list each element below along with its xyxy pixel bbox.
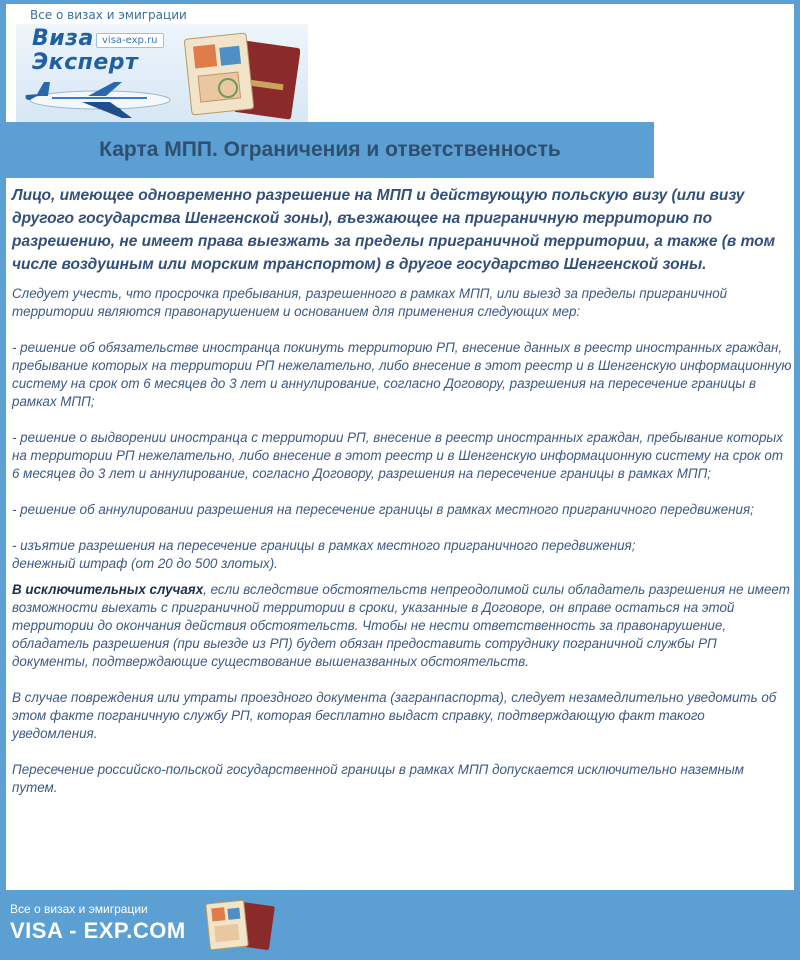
- footer-site-link[interactable]: VISA - EXP.COM: [10, 918, 186, 943]
- measure-item: - решение об аннулировании разрешения на пересечение границы в рамках местного приграничного передвижения;: [12, 502, 754, 517]
- lead-paragraph: Лицо, имеющее одновременно разрешение на МПП и действующую польскую визу (или визу другого государства Шенгенской зоны), въезжающее на приграничную территорию по разрешению, не имеет права выезжать за пределы приграничной территории, а также (в том числе воздушным или морским транспортом) в другое государство Шенгенской зоны.: [12, 187, 776, 273]
- page: [6, 4, 794, 890]
- site-header: [6, 4, 794, 122]
- intro-paragraph: Следует учесть, что просрочка пребывания, разрешенного в рамках МПП, или выезд за пределы приграничной территории являются правонарушением и основанием для применения следующих мер:: [12, 286, 728, 319]
- measure-item: - решение о выдворении иностранца с территории РП, внесение в реестр иностранных граждан, пребывание которых на территории РП нежелательно, либо внесение в этот реестр и в Шенгенскую информационную систему на срок от 6 месяцев до 3 лет и аннулирование, согласно Договору, разрешения на пересечение границы в рамках МПП;: [12, 430, 783, 481]
- site-logo[interactable]: [16, 24, 308, 122]
- header-tagline: Все о визах и эмиграции: [30, 8, 187, 22]
- crossing-paragraph: Пересечение российско-польской государственной границы в рамках МПП допускается исключительно наземным путем.: [12, 762, 744, 795]
- measure-item: - изъятие разрешения на пересечение границы в рамках местного приграничного передвижения;: [12, 538, 636, 553]
- site-footer: [0, 890, 800, 960]
- page-title: Карта МПП. Ограничения и ответственность: [99, 138, 561, 161]
- passport-icon: [204, 898, 276, 952]
- article-body: [12, 285, 792, 797]
- title-bar: [6, 122, 654, 178]
- measure-item: денежный штраф (от 20 до 500 злотых).: [12, 556, 278, 571]
- exceptional-lead: В исключительных случаях: [12, 582, 204, 597]
- logo-text-line1: Виза: [32, 26, 94, 51]
- damage-paragraph: В случае повреждения или утраты проездного документа (загранпаспорта), следует незамедлительно уведомить об этом факте пограничную службу РП, которая бесплатно выдаст справку, подтверждающую факт такого уведомления.: [12, 690, 777, 741]
- exceptional-paragraph: [12, 581, 792, 671]
- footer-tagline: Все о визах и эмиграции: [10, 902, 148, 916]
- exceptional-text: , если вследствие обстоятельств непреодолимой силы обладатель разрешения не имеет возможности выехать с приграничной территории в сроки, указанные в Договоре, он вправе остаться на этой территории до окончания действия обстоятельств. Чтобы не нести ответственность за правонарушение, обладатель разрешения (при выезде из РП) будет обязан предоставить сотруднику пограничной службы РП документы, подтверждающие существование вышеназванных обстоятельств.: [12, 582, 790, 669]
- logo-text-line2: Эксперт: [32, 50, 139, 75]
- airplane-icon: [22, 76, 182, 120]
- measure-item: - решение об обязательстве иностранца покинуть территорию РП, внесение данных в реестр иностранных граждан, пребывание которых на территории РП нежелательно, либо внесение в этот реестр и в Шенгенскую информационную систему на срок от 6 месяцев до 3 лет и аннулирование, согласно Договору, разрешения на пересечение границы в рамках МПП;: [12, 340, 792, 409]
- site-badge: visa-exp.ru: [96, 33, 164, 48]
- passport-icon: [180, 30, 300, 120]
